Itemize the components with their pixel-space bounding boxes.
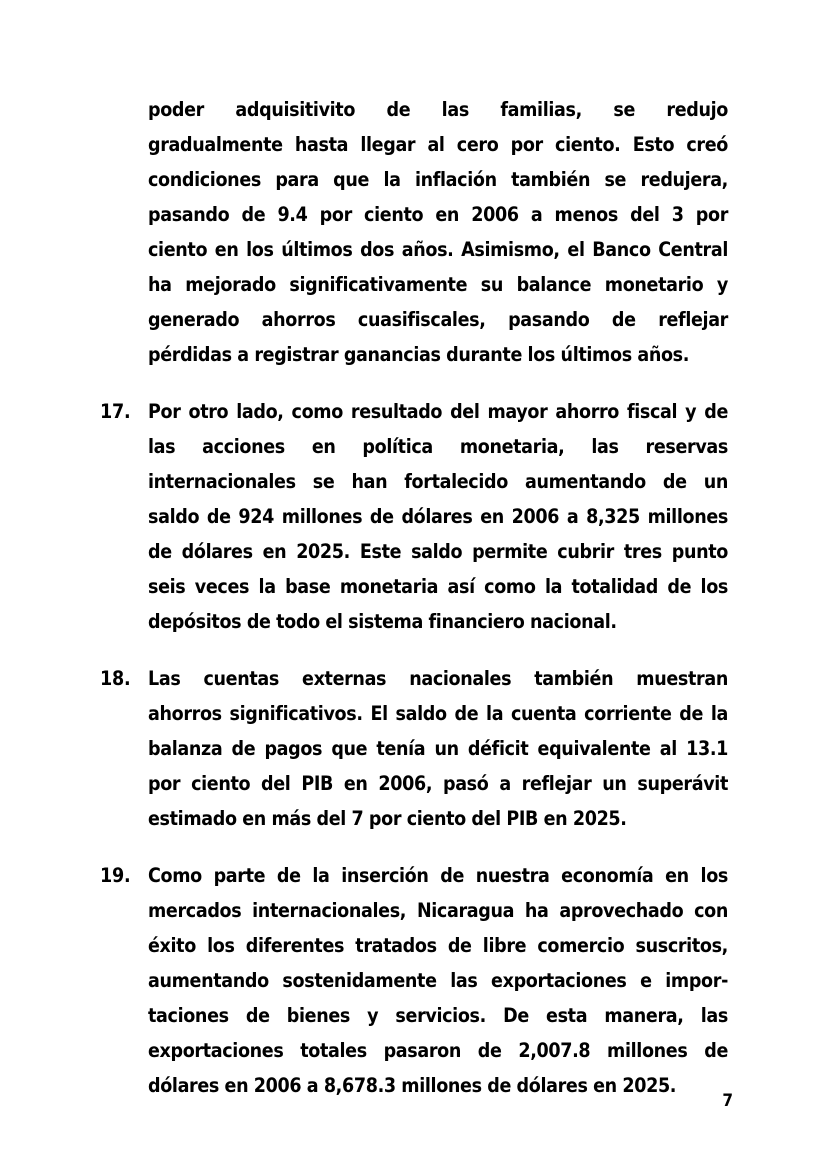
paragraph-text [148,858,728,1103]
text-line: internacionales se han fortalecido aumentando de un [148,470,728,493]
text-line: éxito los diferentes tratados de libre comercio suscritos, [148,934,728,957]
paragraph-block [100,661,728,836]
text-line: dólares en 2006 a 8,678.3 millones de dólares en 2025. [148,1074,677,1097]
text-line: taciones de bienes y servicios. De esta manera, las [148,1004,728,1027]
page-content [100,92,728,1103]
text-line: depósitos de todo el sistema financiero nacional. [148,610,617,633]
text-line: seis veces la base monetaria así como la totalidad de los [148,575,728,598]
text-line: mercados internacionales, Nicaragua ha aprovechado con [148,899,728,922]
paragraph-text [148,394,728,639]
paragraph-block [100,858,728,1103]
text-line: Como parte de la inserción de nuestra economía en los [148,864,728,887]
page-number: 7 [722,1091,733,1111]
text-line: saldo de 924 millones de dólares en 2006 a 8,325 millones [148,505,728,528]
paragraph-number: 17. [100,400,131,423]
text-line: pérdidas a registrar ganancias durante los últimos años. [148,343,690,366]
text-line: generado ahorros cuasifiscales, pasando de reflejar [148,308,728,331]
paragraph-block [100,92,728,372]
paragraph-number: 18. [100,667,131,690]
text-line: pasando de 9.4 por ciento en 2006 a menos del 3 por [148,203,728,226]
text-line: ciento en los últimos dos años. Asimismo, el Banco Central [148,238,728,261]
text-line: balanza de pagos que tenía un déficit equivalente al 13.1 [148,737,728,760]
text-line: Por otro lado, como resultado del mayor ahorro fiscal y de [148,400,728,423]
text-line: exportaciones totales pasaron de 2,007.8 millones de [148,1039,728,1062]
text-line: poder adquisitivito de las familias, se redujo [148,98,728,121]
text-line: ha mejorado significativamente su balance monetario y [148,273,728,296]
text-line: Las cuentas externas nacionales también muestran [148,667,728,690]
text-line: las acciones en política monetaria, las reservas [148,435,728,458]
paragraph-number: 19. [100,864,131,887]
paragraph-text [148,92,728,372]
text-line: aumentando sostenidamente las exportaciones e impor- [148,969,728,992]
text-line: gradualmente hasta llegar al cero por ciento. Esto creó [148,133,728,156]
paragraph-block [100,394,728,639]
text-line: por ciento del PIB en 2006, pasó a reflejar un superávit [148,772,728,795]
text-line: de dólares en 2025. Este saldo permite cubrir tres punto [148,540,728,563]
text-line: condiciones para que la inflación también se redujera, [148,168,728,191]
text-line: estimado en más del 7 por ciento del PIB en 2025. [148,807,627,830]
paragraph-text [148,661,728,836]
text-line: ahorros significativos. El saldo de la cuenta corriente de la [148,702,728,725]
